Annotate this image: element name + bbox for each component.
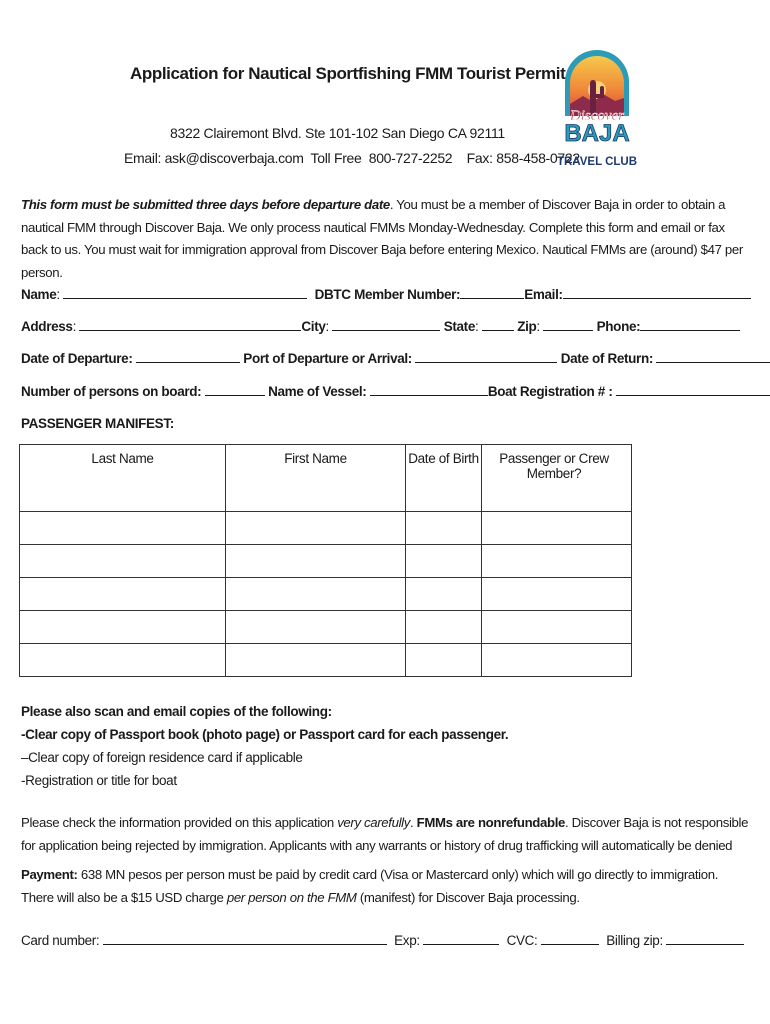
dob-cell[interactable] (406, 611, 482, 644)
header-passenger-or-crew-text: Passenger or Crew Member? (499, 451, 609, 481)
last-name-cell[interactable] (20, 512, 226, 545)
billing-zip-label: Billing zip: (606, 933, 663, 948)
logo-travel-club: TRAVEL CLUB (557, 156, 637, 168)
table-row (20, 512, 632, 545)
card-row (21, 932, 744, 948)
header-passenger-or-crew (482, 445, 632, 512)
role-cell[interactable] (482, 644, 632, 677)
manifest-label: PASSENGER MANIFEST: (21, 416, 174, 431)
persons-label: Number of persons on board: (21, 384, 202, 399)
copies-heading: Please also scan and email copies of the following: (21, 704, 332, 719)
copies-item-passport: -Clear copy of Passport book (photo page) or Passport card for each passenger. (21, 727, 509, 742)
port-label: Port of Departure or Arrival: (243, 351, 412, 366)
member-number-label: DBTC Member Number: (314, 287, 461, 302)
return-date-field[interactable] (656, 350, 770, 363)
disclaimer-paragraph (21, 812, 751, 857)
cvc-field[interactable] (541, 932, 599, 945)
name-field[interactable] (63, 286, 307, 299)
intro-lead: This form must be submitted three days before departure date (21, 197, 390, 212)
last-name-cell[interactable] (20, 644, 226, 677)
role-cell[interactable] (482, 578, 632, 611)
row-vessel (21, 383, 770, 399)
vessel-field[interactable] (370, 383, 488, 396)
disclaimer-text-3: . Discover Baja is not responsible for application being rejected by immigration. Applicants with any warrants or history of drug trafficking will automatically be denied (21, 815, 749, 853)
table-header-row (20, 445, 632, 512)
first-name-cell[interactable] (226, 578, 406, 611)
exp-field[interactable] (423, 932, 499, 945)
cvc-label: CVC: (506, 933, 538, 948)
logo-baja: BAJA (564, 120, 630, 147)
role-cell[interactable] (482, 611, 632, 644)
row-name: Name: DBTC Member Number: Email: (21, 286, 751, 302)
disclaimer-text-2: . (409, 815, 417, 830)
disclaimer-bold: FMMs are nonrefundable (416, 815, 565, 830)
copies-item-residence: –Clear copy of foreign residence card if applicable (21, 750, 303, 765)
city-label: City (301, 319, 326, 334)
copies-section (21, 700, 508, 792)
row-dates (21, 350, 770, 366)
disclaimer-italic: very carefully (337, 815, 410, 830)
zip-field[interactable] (543, 318, 593, 331)
first-name-cell[interactable] (226, 512, 406, 545)
phone-label: Phone: (596, 319, 641, 334)
phone-field[interactable] (640, 318, 740, 331)
address-field[interactable] (79, 318, 301, 331)
port-field[interactable] (415, 350, 557, 363)
billing-zip-field[interactable] (666, 932, 744, 945)
role-cell[interactable] (482, 545, 632, 578)
payment-label: Payment: (21, 867, 78, 882)
email-field[interactable] (563, 286, 751, 299)
card-number-label: Card number: (21, 933, 100, 948)
state-label: State (443, 319, 475, 334)
dob-cell[interactable] (406, 512, 482, 545)
first-name-cell[interactable] (226, 611, 406, 644)
city-field[interactable] (332, 318, 440, 331)
logo-discover: Discover (569, 108, 625, 124)
intro-rest: . You must be a member of Discover Baja in order to obtain a nautical FMM through Discover Baja. We only process nautical FMMs Monday-Wednesday. Complete this form and email or fax back to us. You must wait for immigration approval from Discover Baja before entering Mexico. Nautical FMMs are (around) $47 per person. (21, 197, 743, 280)
discover-baja-logo (557, 46, 637, 170)
role-cell[interactable] (482, 512, 632, 545)
row-address: Address: City: State: Zip: Phone: (21, 318, 740, 334)
card-number-field[interactable] (103, 932, 387, 945)
disclaimer-text-1: Please check the information provided on this application (21, 815, 338, 830)
email-label: Email: (524, 287, 563, 302)
exp-label: Exp: (394, 933, 420, 948)
intro-paragraph (21, 194, 751, 284)
last-name-cell[interactable] (20, 578, 226, 611)
state-field[interactable] (482, 318, 514, 331)
dob-cell[interactable] (406, 545, 482, 578)
first-name-cell[interactable] (226, 545, 406, 578)
table-row (20, 545, 632, 578)
table-row (20, 644, 632, 677)
table-row (20, 578, 632, 611)
return-date-label: Date of Return: (560, 351, 653, 366)
zip-label: Zip (517, 319, 537, 334)
table-row (20, 611, 632, 644)
payment-paragraph (21, 864, 751, 909)
header-first-name: First Name (226, 445, 406, 512)
last-name-cell[interactable] (20, 545, 226, 578)
last-name-cell[interactable] (20, 611, 226, 644)
payment-text-2: (manifest) for Discover Baja processing. (356, 889, 580, 905)
registration-field[interactable] (616, 383, 770, 396)
contact-line: Email: ask@discoverbaja.com Toll Free 800-727-2252 Fax: 858-458-0722 (124, 150, 580, 166)
member-number-field[interactable] (460, 286, 524, 299)
departure-date-label: Date of Departure: (21, 351, 133, 366)
payment-text-1: 638 MN pesos per person must be paid by credit card (Visa or Mastercard only) which will go directly to immigration. There will also be a $15 USD charge (21, 867, 719, 905)
header-date-of-birth: Date of Birth (406, 445, 482, 512)
vessel-label: Name of Vessel: (268, 384, 367, 399)
address-label: Address (21, 319, 73, 334)
form-title: Application for Nautical Sportfishing FMM Tourist Permit (130, 64, 566, 83)
dob-cell[interactable] (406, 578, 482, 611)
name-label: Name (21, 287, 57, 302)
copies-item-registration: -Registration or title for boat (21, 773, 177, 788)
dob-cell[interactable] (406, 644, 482, 677)
first-name-cell[interactable] (226, 644, 406, 677)
registration-label: Boat Registration # : (487, 384, 613, 399)
payment-italic: per person on the FMM (226, 889, 357, 905)
header-last-name: Last Name (20, 445, 226, 512)
persons-field[interactable] (205, 383, 265, 396)
passenger-manifest-table (19, 444, 632, 677)
departure-date-field[interactable] (136, 350, 240, 363)
office-address: 8322 Clairemont Blvd. Ste 101-102 San Diego CA 92111 (170, 125, 505, 141)
